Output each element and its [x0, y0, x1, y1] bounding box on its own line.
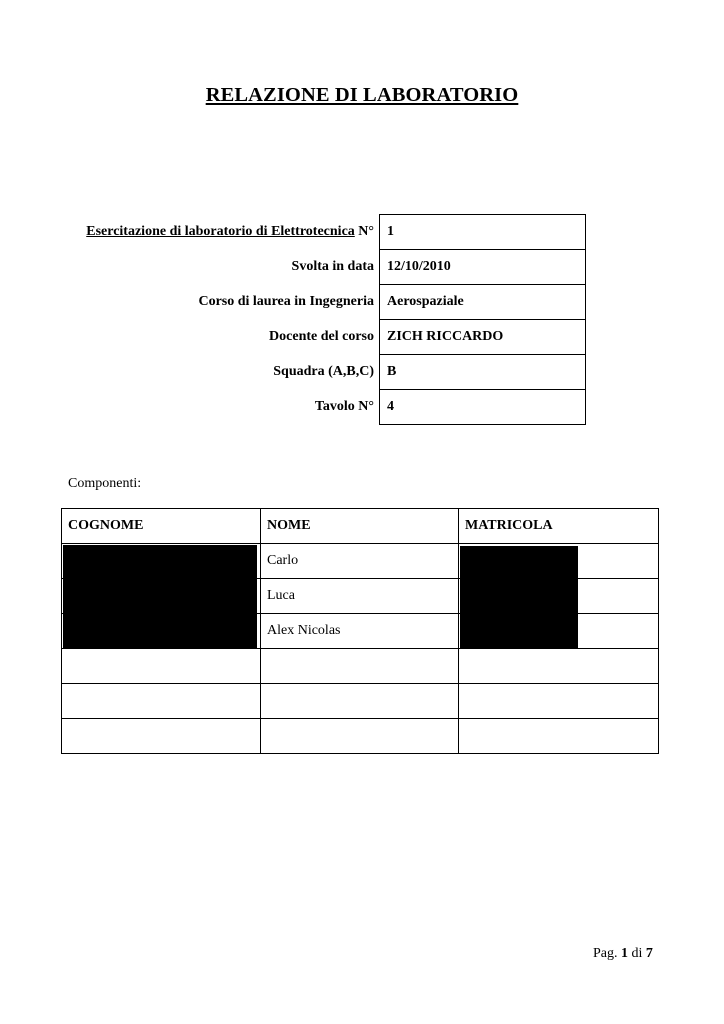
- redaction-cognome-block: [63, 545, 257, 648]
- redaction-matricola-block: [460, 546, 578, 648]
- info-label: Corso di laurea in Ingegneria: [198, 294, 374, 309]
- info-row-data: [62, 250, 586, 285]
- cell-nome: Alex Nicolas: [261, 614, 459, 649]
- current-page: 1: [621, 946, 628, 961]
- header-nome: NOME: [261, 509, 459, 544]
- cell-cognome: [62, 684, 261, 719]
- cell-matricola: [459, 719, 659, 754]
- cell-nome: [261, 684, 459, 719]
- cell-matricola: [459, 684, 659, 719]
- components-label: Componenti:: [68, 476, 142, 491]
- table-row: [62, 719, 659, 754]
- page-number: [593, 946, 653, 962]
- info-row-squadra: [62, 355, 586, 390]
- info-value: 12/10/2010: [380, 250, 586, 285]
- cell-nome: [261, 719, 459, 754]
- info-row-corso: [62, 285, 586, 320]
- info-value: Aerospaziale: [380, 285, 586, 320]
- info-row-esercitazione: [62, 215, 586, 250]
- total-pages: 7: [645, 946, 653, 961]
- page-prefix: Pag.: [593, 946, 621, 961]
- cell-matricola: [459, 649, 659, 684]
- lab-info-table: [62, 214, 586, 425]
- info-label: [62, 215, 380, 250]
- cell-nome: Carlo: [261, 544, 459, 579]
- cell-cognome: [62, 649, 261, 684]
- info-value: 4: [380, 390, 586, 425]
- info-row-docente: [62, 320, 586, 355]
- page-middle: di: [628, 946, 646, 961]
- info-label-suffix: N°: [354, 224, 374, 239]
- info-label: Svolta in data: [291, 259, 374, 274]
- info-row-tavolo: [62, 390, 586, 425]
- header-cognome: COGNOME: [62, 509, 261, 544]
- info-value: B: [380, 355, 586, 390]
- info-label: Docente del corso: [269, 329, 374, 344]
- table-row: [62, 649, 659, 684]
- document-title: RELAZIONE DI LABORATORIO: [205, 84, 519, 106]
- info-label: Tavolo N°: [314, 399, 374, 414]
- header-matricola: MATRICOLA: [459, 509, 659, 544]
- info-label: Squadra (A,B,C): [273, 364, 374, 379]
- cell-nome: Luca: [261, 579, 459, 614]
- table-header-row: [62, 509, 659, 544]
- cell-nome: [261, 649, 459, 684]
- cell-cognome: [62, 719, 261, 754]
- info-label-underlined: Esercitazione di laboratorio di Elettrotecnica: [86, 224, 355, 239]
- table-row: [62, 684, 659, 719]
- info-value: ZICH RICCARDO: [380, 320, 586, 355]
- info-value: 1: [380, 215, 586, 250]
